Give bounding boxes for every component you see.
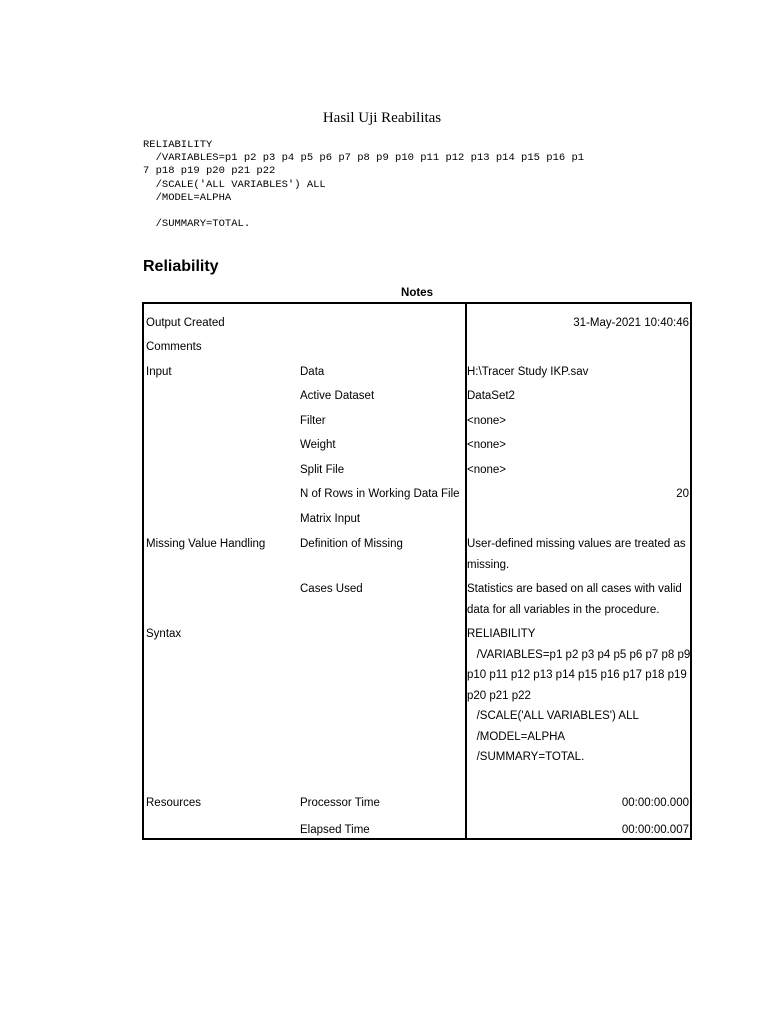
value-line: /VARIABLES=p1 p2 p3 p4 p5 p6 p7 p8 p9 — [467, 648, 691, 661]
syntax-line: RELIABILITY — [143, 139, 213, 151]
row-value — [467, 534, 689, 575]
value-line: /MODEL=ALPHA — [467, 730, 566, 743]
row-label: Input — [146, 366, 172, 378]
row-label: Missing Value Handling — [146, 538, 266, 550]
row-value — [467, 579, 689, 620]
row-sublabel: Definition of Missing — [300, 538, 403, 550]
syntax-line: /MODEL=ALPHA — [143, 191, 232, 204]
row-value: <none> — [467, 439, 507, 451]
row-sublabel: Filter — [300, 415, 326, 427]
row-sublabel: Split File — [300, 464, 345, 476]
row-label: Comments — [146, 341, 202, 353]
row-label: Output Created — [146, 317, 225, 329]
syntax-block — [143, 139, 584, 231]
row-value: <none> — [467, 415, 507, 427]
value-line: p10 p11 p12 p13 p14 p15 p16 p17 p18 p19 — [467, 669, 687, 681]
syntax-line: 7 p18 p19 p20 p21 p22 — [143, 165, 276, 178]
row-value: 00:00:00.007 — [621, 824, 689, 836]
syntax-line: /VARIABLES=p1 p2 p3 p4 p5 p6 p7 p8 p9 p10 p11 p12 p13 p14 p15 p16 p1 — [143, 152, 585, 165]
row-sublabel: Elapsed Time — [300, 824, 370, 836]
value-line: /SUMMARY=TOTAL. — [467, 751, 585, 763]
value-line: missing. — [467, 558, 510, 571]
row-sublabel: Data — [300, 366, 325, 378]
document-title: Hasil Uji Reabilitas — [322, 110, 442, 126]
row-value — [467, 624, 689, 768]
value-line: p20 p21 p22 — [467, 689, 531, 702]
row-sublabel: N of Rows in Working Data File — [300, 488, 460, 500]
row-value: 31-May-2021 10:40:46 — [573, 317, 689, 329]
section-heading: Reliability — [143, 258, 219, 275]
row-sublabel: Active Dataset — [300, 390, 375, 402]
value-line: User-defined missing values are treated as — [467, 538, 686, 550]
row-value: <none> — [467, 464, 507, 476]
row-value: DataSet2 — [467, 390, 515, 402]
value-line: data for all variables in the procedure. — [467, 603, 660, 616]
value-line: /SCALE('ALL VARIABLES') ALL — [467, 710, 639, 722]
row-label: Resources — [146, 797, 201, 809]
row-value: 00:00:00.000 — [621, 797, 689, 809]
row-value: H:\Tracer Study IKP.sav — [467, 366, 589, 378]
row-sublabel: Cases Used — [300, 583, 363, 595]
row-sublabel: Matrix Input — [300, 513, 361, 525]
value-line: RELIABILITY — [467, 628, 536, 640]
row-value: 20 — [676, 488, 689, 500]
row-sublabel: Processor Time — [300, 797, 380, 809]
syntax-line: /SUMMARY=TOTAL. — [143, 218, 251, 231]
row-sublabel: Weight — [300, 439, 336, 451]
syntax-line: /SCALE('ALL VARIABLES') ALL — [143, 178, 326, 191]
notes-table-title: Notes — [401, 287, 433, 299]
row-label: Syntax — [146, 628, 182, 640]
notes-table — [142, 302, 692, 840]
value-line: Statistics are based on all cases with valid — [467, 583, 682, 595]
